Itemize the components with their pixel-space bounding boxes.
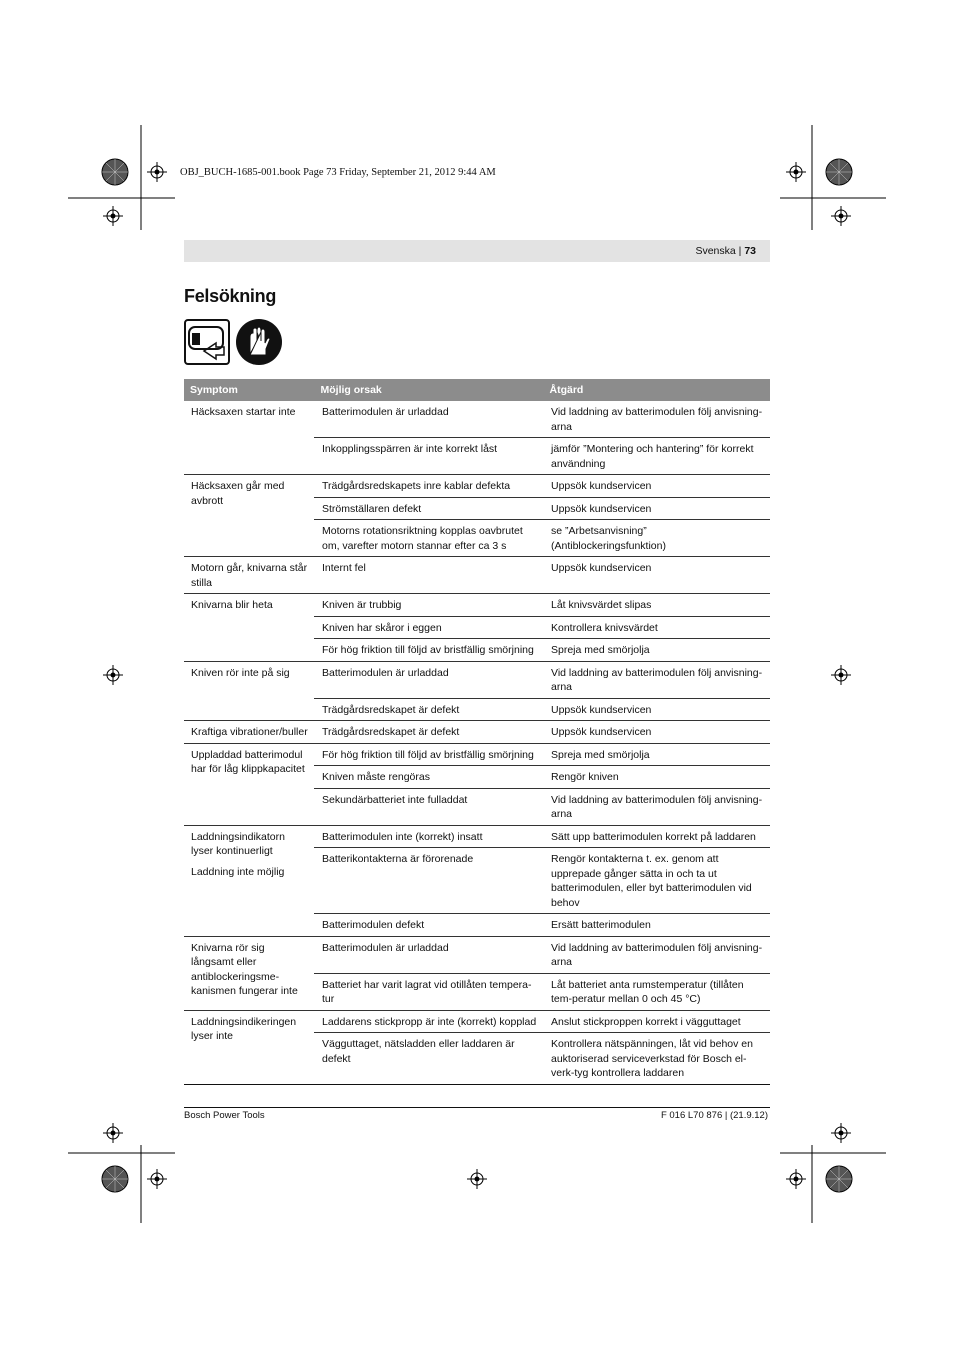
wear-gloves-icon [236, 319, 282, 365]
symptom-cell: Motorn går, knivarna står stilla [184, 557, 315, 594]
cause-cell: Inkopplingsspärren är inte korrekt låst [315, 438, 544, 475]
table-row [184, 475, 770, 498]
action-cell: Spreja med smörjolja [544, 743, 771, 766]
column-header-action: Åtgärd [544, 379, 771, 401]
cause-cell: Kniven är trubbig [315, 594, 544, 617]
cause-cell: Batterimodulen är urladdad [315, 661, 544, 698]
action-cell: Ersätt batterimodulen [544, 914, 771, 937]
action-cell: Vid laddning av batterimodulen följ anvisning-arna [544, 661, 771, 698]
cause-cell: Kniven måste rengöras [315, 766, 544, 789]
footer-divider [184, 1107, 770, 1108]
action-cell: Låt knivsvärdet slipas [544, 594, 771, 617]
column-header-cause: Möjlig orsak [315, 379, 544, 401]
cause-cell: Motorns rotationsriktning kopplas oavbrutet om, varefter motorn stannar efter ca 3 s [315, 520, 544, 557]
cause-cell: Laddarens stickpropp är inte (korrekt) kopplad [315, 1010, 544, 1033]
symptom-cell: Knivarna blir heta [184, 594, 315, 662]
action-cell: Vid laddning av batterimodulen följ anvisning-arna [544, 401, 771, 438]
cause-cell: Batterimodulen är urladdad [315, 936, 544, 973]
page-title: Felsökning [184, 286, 277, 306]
action-cell: Uppsök kundservicen [544, 497, 771, 520]
action-cell: Rengör kontakterna t. ex. genom att upprepade gånger sätta in och ta ut batterimodulen, eller byt batterimodulen vid behov [544, 848, 771, 914]
cause-cell: Internt fel [315, 557, 544, 594]
table-header-row [184, 379, 770, 401]
table-row [184, 557, 770, 594]
cause-cell: Batterikontakterna är förorenade [315, 848, 544, 914]
symptom-cell [184, 825, 315, 936]
language-label: Svenska [695, 245, 736, 257]
symptom-cell: Laddningsindikeringen lyser inte [184, 1010, 315, 1084]
table-row [184, 401, 770, 438]
action-cell: Spreja med smörjolja [544, 639, 771, 662]
table-row [184, 1010, 770, 1033]
cause-cell: Batterimodulen defekt [315, 914, 544, 937]
footer-brand: Bosch Power Tools [184, 1110, 265, 1121]
header-separator: | [735, 245, 745, 257]
remove-battery-icon [184, 319, 230, 365]
cause-cell: Vägguttaget, nätsladden eller laddaren är defekt [315, 1033, 544, 1085]
action-cell: Kontrollera nätspänningen, låt vid behov en auktoriserad serviceverkstad för Bosch el-verk-tyg kontrollera laddaren [544, 1033, 771, 1085]
cause-cell: För hög friktion till följd av bristfällig smörjning [315, 743, 544, 766]
table-row [184, 721, 770, 744]
action-cell: Vid laddning av batterimodulen följ anvisning-arna [544, 788, 771, 825]
table-row [184, 825, 770, 848]
cause-cell: Kniven har skåror i eggen [315, 616, 544, 639]
action-cell: Låt batteriet anta rumstemperatur (tillåten tem-peratur mellan 0 och 45 °C) [544, 973, 771, 1010]
action-cell: Vid laddning av batterimodulen följ anvisning-arna [544, 936, 771, 973]
column-header-symptom: Symptom [184, 379, 315, 401]
table-row [184, 594, 770, 617]
cause-cell: Trädgårdsredskapet är defekt [315, 698, 544, 721]
cause-cell: Batterimodulen inte (korrekt) insatt [315, 825, 544, 848]
symptom-text: Laddningsindikatorn lyser kontinuerligt [191, 830, 285, 857]
cause-cell: Strömställaren defekt [315, 497, 544, 520]
action-cell: Uppsök kundservicen [544, 557, 771, 594]
table-row [184, 743, 770, 766]
action-cell: Rengör kniven [544, 766, 771, 789]
table-row [184, 936, 770, 973]
symptom-cell: Häcksaxen startar inte [184, 401, 315, 475]
safety-icons [184, 319, 282, 365]
page-number: 73 [744, 245, 756, 257]
cause-cell: Sekundärbatteriet inte fulladdat [315, 788, 544, 825]
footer-doc-number: F 016 L70 876 | (21.9.12) [660, 1110, 768, 1121]
page-header-bar [184, 240, 770, 262]
action-cell: jämför ”Montering och hantering” för korrekt användning [544, 438, 771, 475]
action-cell: Uppsök kundservicen [544, 721, 771, 744]
cause-cell: Trädgårdsredskapets inre kablar defekta [315, 475, 544, 498]
cause-cell: För hög friktion till följd av bristfällig smörjning [315, 639, 544, 662]
symptom-cell: Häcksaxen går med avbrott [184, 475, 315, 557]
cause-cell: Trädgårdsredskapet är defekt [315, 721, 544, 744]
symptom-cell: Kniven rör inte på sig [184, 661, 315, 721]
action-cell: se ”Arbetsanvisning” (Antiblockeringsfunktion) [544, 520, 771, 557]
symptom-cell: Uppladdad batterimodul har för låg klippkapacitet [184, 743, 315, 825]
troubleshooting-table [184, 379, 770, 1085]
symptom-text-secondary: Laddning inte möjlig [191, 865, 285, 878]
action-cell: Uppsök kundservicen [544, 475, 771, 498]
symptom-cell: Knivarna rör sig långsamt eller antiblockeringsme-kanismen fungerar inte [184, 936, 315, 1010]
cause-cell: Batterimodulen är urladdad [315, 401, 544, 438]
action-cell: Sätt upp batterimodulen korrekt på laddaren [544, 825, 771, 848]
action-cell: Uppsök kundservicen [544, 698, 771, 721]
action-cell: Kontrollera knivsvärdet [544, 616, 771, 639]
cause-cell: Batteriet har varit lagrat vid otillåten tempera-tur [315, 973, 544, 1010]
action-cell: Anslut stickproppen korrekt i vägguttaget [544, 1010, 771, 1033]
print-header: OBJ_BUCH-1685-001.book Page 73 Friday, September 21, 2012 9:44 AM [180, 167, 496, 178]
symptom-cell: Kraftiga vibrationer/buller [184, 721, 315, 744]
table-row [184, 661, 770, 698]
page-header-label [695, 245, 756, 257]
